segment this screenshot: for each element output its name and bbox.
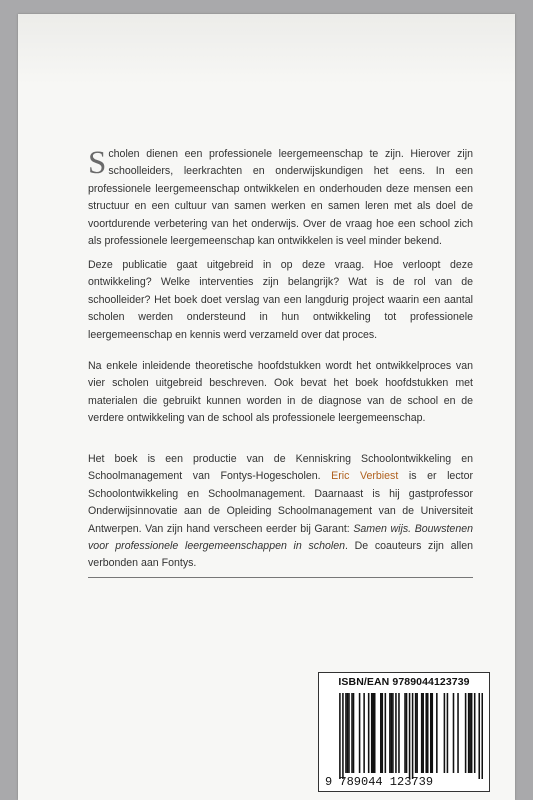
drop-cap: S <box>88 145 107 181</box>
about-text-2: is er lector Schoolontwikkeling en Schoolmanagement. Daarnaast is hij gastprofessor Onderwijsinnovatie aan de Opleiding Schoolmanagement van de Universiteit Antwerpen. Van zijn hand verscheen eerder bij Garant: <box>88 470 473 535</box>
barcode-bar <box>430 693 432 773</box>
intro-paragraph <box>88 146 473 250</box>
about-text-1: Het boek is een productie van de Kenniskring Schoolontwikkeling en Schoolmanagement van Fontys-Hogescholen. <box>88 453 473 483</box>
contents-paragraph: Na enkele inleidende theoretische hoofdstukken wordt het ontwikkelproces van vier scholen uitgebreid beschreven. Ook bevat het boek hoofdstukken met materialen die gebruikt kunnen worden in de diagnose van de school en de verdere ontwikkeling van de school als professionele leergemeenschap. <box>88 360 473 425</box>
barcode-bar <box>457 693 459 773</box>
barcode-bar <box>422 693 424 773</box>
barcode-bar <box>339 693 341 779</box>
barcode-bar <box>351 693 353 773</box>
barcode-bar <box>395 693 397 773</box>
barcode-bar <box>363 693 365 773</box>
barcode-bar <box>368 693 370 773</box>
barcode-bar <box>415 693 417 773</box>
barcode-bar <box>447 693 449 773</box>
barcode-bar <box>389 693 391 773</box>
barcode-bar <box>465 693 467 773</box>
barcode-bar <box>404 693 406 773</box>
barcode-bar <box>453 693 455 773</box>
barcode-bar <box>345 693 347 773</box>
barcode-bar <box>421 693 423 773</box>
barcode-bar <box>382 693 384 773</box>
about-author-paragraph <box>88 451 473 573</box>
isbn-label: ISBN/EAN 9789044123739 <box>338 676 470 688</box>
barcode-bar <box>347 693 349 773</box>
barcode-label <box>318 672 490 792</box>
barcode-bar <box>468 693 470 773</box>
barcode-bar <box>416 693 418 773</box>
barcode-bar <box>481 693 483 779</box>
barcode-bar <box>392 693 394 773</box>
barcode-bar <box>409 693 411 779</box>
barcode-bar <box>398 693 400 773</box>
barcode-bar <box>371 693 373 773</box>
barcode-bar <box>380 693 382 773</box>
about-text-3: . De coauteurs zijn allen verbonden aan Fontys. <box>88 540 473 570</box>
barcode-bar <box>436 693 438 773</box>
barcode-bar <box>432 693 434 773</box>
publication-paragraph: Deze publicatie gaat uitgebreid in op deze vraag. Hoe verloopt deze ontwikkeling? Welke interventies zijn belangrijk? Wat is de rol van de schoolleider? Het boek doet verslag van een langdurig project waarin een aantal scholen werden ondersteund in hun ontwikkeling tot professionele leergemeenschap en kennis werd verzameld over dat proces. <box>88 259 473 341</box>
barcode-bar <box>478 693 480 779</box>
barcode-bar <box>471 693 473 773</box>
barcode-bar <box>342 693 344 779</box>
barcode-bar <box>474 693 476 773</box>
barcode-bar <box>348 693 350 773</box>
barcode-bar <box>372 693 374 773</box>
barcode-bar <box>427 693 429 773</box>
divider-line <box>88 577 473 578</box>
barcode-bar <box>412 693 414 779</box>
barcode-bar <box>353 693 355 773</box>
author-name: Eric Verbiest <box>331 470 399 483</box>
barcode-bar <box>391 693 393 773</box>
barcode-bar <box>469 693 471 773</box>
barcode-bar <box>406 693 408 773</box>
earlier-book-title: Samen wijs. Bouwstenen voor professionele leergemeenschappen in scholen <box>88 522 473 553</box>
barcode-bar <box>444 693 446 773</box>
barcode-icon <box>327 693 483 779</box>
barcode-bar <box>359 693 361 773</box>
barcode-bar <box>385 693 387 773</box>
barcode-digits: 9 789044 123739 <box>325 775 434 789</box>
barcode-bar <box>374 693 376 773</box>
barcode-bar <box>425 693 427 773</box>
intro-paragraph-text: cholen dienen een professionele leergemeenschap te zijn. Hierover zijn schoolleiders, leerkrachten en onderwijskundigen het eens. In een professionele leergemeenschap ontwikkelen en onderhouden deze mensen een structuur en een cultuur van samen werken en samen leren met als doel de voortdurende verbetering van het onderwijs. Over de vraag hoe een school zich als professionele leergemeenschap kan ontwikkelen is veel minder bekend. <box>88 148 473 248</box>
